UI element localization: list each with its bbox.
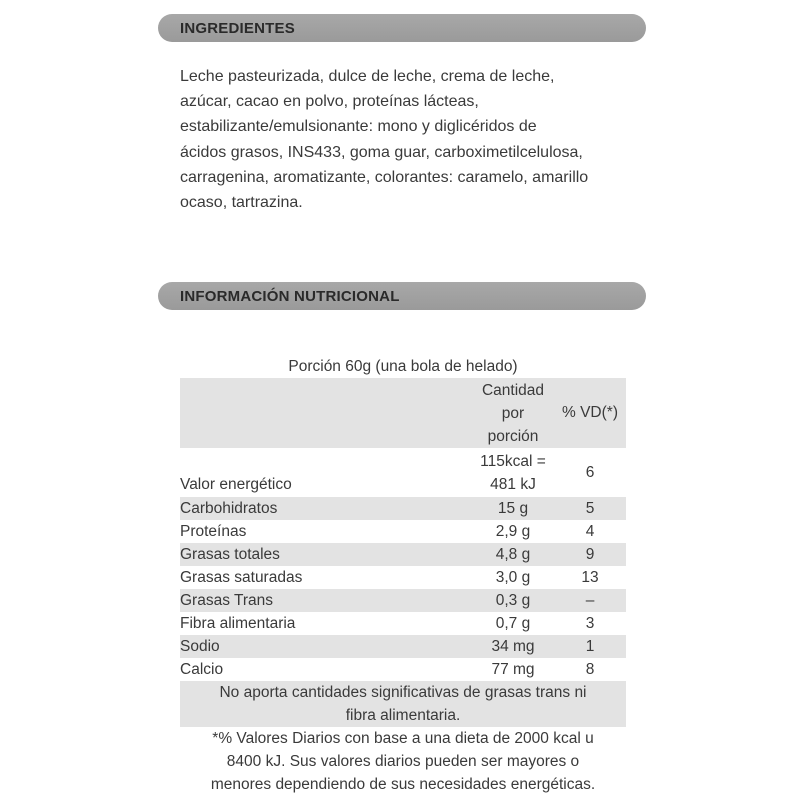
nutrient-vd: 1 [554, 635, 626, 658]
nutrient-amount: 0,7 g [495, 615, 531, 632]
ingredients-line: ácidos grasos, INS433, goma guar, carboximetilcelulosa, [180, 143, 583, 161]
ingredientes-title: INGREDIENTES [180, 19, 295, 37]
nutrient-vd: 5 [554, 497, 626, 520]
nutrient-amount: 15 g [472, 497, 554, 520]
ingredientes-header [158, 14, 646, 42]
nutrient-amount: 4,8 g [472, 543, 554, 566]
ingredients-line: estabilizante/emulsionante: mono y diglicéridos de [180, 118, 537, 136]
table-row [180, 497, 626, 520]
nutrient-vd: – [554, 589, 626, 612]
nutrient-name: Grasas saturadas [180, 569, 303, 586]
table-note-row [180, 681, 626, 727]
table-row [180, 635, 626, 658]
nutrition-table [180, 378, 626, 727]
nutricional-header [158, 282, 646, 310]
nutricional-title: INFORMACIÓN NUTRICIONAL [180, 287, 400, 305]
ingredients-line: azúcar, cacao en polvo, proteínas lácteas, [180, 93, 479, 111]
nutrient-name: Sodio [180, 635, 472, 658]
ingredients-line: Leche pasteurizada, dulce de leche, crema de leche, [180, 68, 555, 85]
table-row [180, 658, 626, 681]
nutrient-amount: 3,0 g [495, 569, 531, 586]
table-row-energy [180, 448, 626, 497]
table-note: No aporta cantidades significativas de grasas trans ni fibra alimentaria. [180, 681, 626, 727]
daily-values-disclaimer: *% Valores Diarios con base a una dieta de 2000 kcal u 8400 kJ. Sus valores diarios pueden ser mayores o menores dependiendo de sus necesidades energéticas. [210, 730, 596, 793]
nutrient-vd: 6 [585, 463, 595, 481]
nutrient-name: Fibra alimentaria [180, 615, 296, 632]
nutrient-name: Carbohidratos [180, 497, 472, 520]
table-row [180, 543, 626, 566]
nutrient-name: Grasas totales [180, 543, 472, 566]
vd-header: % VD(*) [554, 378, 626, 448]
nutrient-amount: 0,3 g [472, 589, 554, 612]
ingredients-line: ocaso, tartrazina. [180, 194, 303, 212]
nutrient-amount: 2,9 g [495, 523, 531, 540]
table-row [180, 520, 626, 543]
table-row [180, 566, 626, 589]
nutrient-vd: 4 [585, 523, 595, 540]
nutrient-name: Calcio [180, 661, 224, 678]
nutrient-name: Proteínas [180, 523, 247, 540]
table-row [180, 589, 626, 612]
ingredients-line: carragenina, aromatizante, colorantes: caramelo, amarillo [180, 168, 589, 186]
table-header-row [180, 378, 626, 448]
table-row [180, 612, 626, 635]
nutrition-facts [180, 356, 626, 796]
nutrient-vd: 13 [581, 569, 599, 586]
nutrient-name: Grasas Trans [180, 589, 472, 612]
amount-header: Cantidad por porción [472, 378, 554, 448]
nutrient-amount: 115kcal = 481 kJ [480, 452, 546, 493]
nutrient-vd: 8 [585, 661, 595, 678]
portion-size: Porción 60g (una bola de helado) [288, 358, 518, 375]
nutrient-name: Valor energético [180, 476, 292, 493]
nutrient-amount: 77 mg [491, 661, 535, 678]
ingredients-text [180, 64, 650, 215]
nutrient-vd: 3 [585, 615, 595, 632]
nutrient-amount: 34 mg [472, 635, 554, 658]
nutrient-vd: 9 [554, 543, 626, 566]
